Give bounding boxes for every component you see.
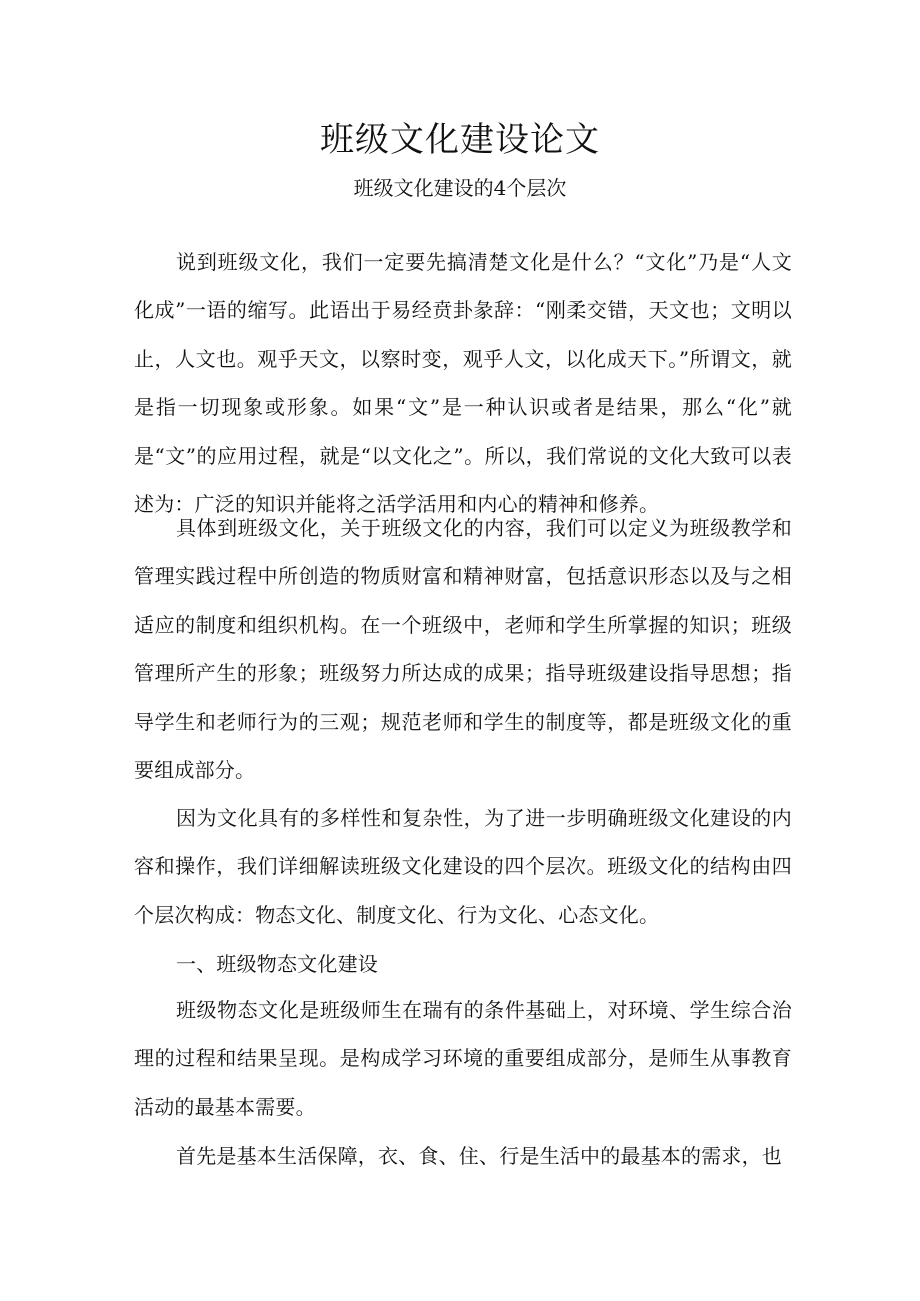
document-title: 班级文化建设论文 (320, 120, 600, 160)
paragraph-material-culture: 班级物态文化是班级师生在瑞有的条件基础上，对环境、学生综合治理的过程和结果呈现。是构成学习环境的重要组成部分，是师生从事教育活动的最基本需要。 (134, 998, 792, 1119)
paragraph-culture-definition: 说到班级文化，我们一定要先搞清楚文化是什么？“文化”乃是“人文化成”一语的缩写。此语出于易经贲卦彖辞：“刚柔交错，天文也；文明以止，人文也。观乎天文，以察时变，观乎人文，以化成天下。”所谓文，就是指一切现象或形象。如果“文”是一种认识或者是结果，那么“化”就是“文”的应用过程，就是“以文化之”。所以，我们常说的文化大致可以表述为：广泛的知识并能将之活学活用和内心的精神和修养。 (134, 250, 792, 517)
paragraph-class-culture-content: 具体到班级文化，关于班级文化的内容，我们可以定义为班级教学和管理实践过程中所创造的物质财富和精神财富，包括意识形态以及与之相适应的制度和组织机构。在一个班级中，老师和学生所掌握的知识；班级管理所产生的形象；班级努力所达成的成果；指导班级建设指导思想；指导学生和老师行为的三观；规范老师和学生的制度等，都是班级文化的重要组成部分。 (134, 516, 792, 783)
paragraph-four-levels: 因为文化具有的多样性和复杂性，为了进一步明确班级文化建设的内容和操作，我们详细解读班级文化建设的四个层次。班级文化的结构由四个层次构成：物态文化、制度文化、行为文化、心态文化。 (134, 806, 792, 927)
document-subtitle: 班级文化建设的4个层次 (353, 176, 567, 200)
paragraph-basic-needs: 首先是基本生活保障，衣、食、住、行是生活中的最基本的需求，也 (176, 1144, 782, 1168)
section-heading-material-culture: 一、班级物态文化建设 (176, 952, 378, 976)
